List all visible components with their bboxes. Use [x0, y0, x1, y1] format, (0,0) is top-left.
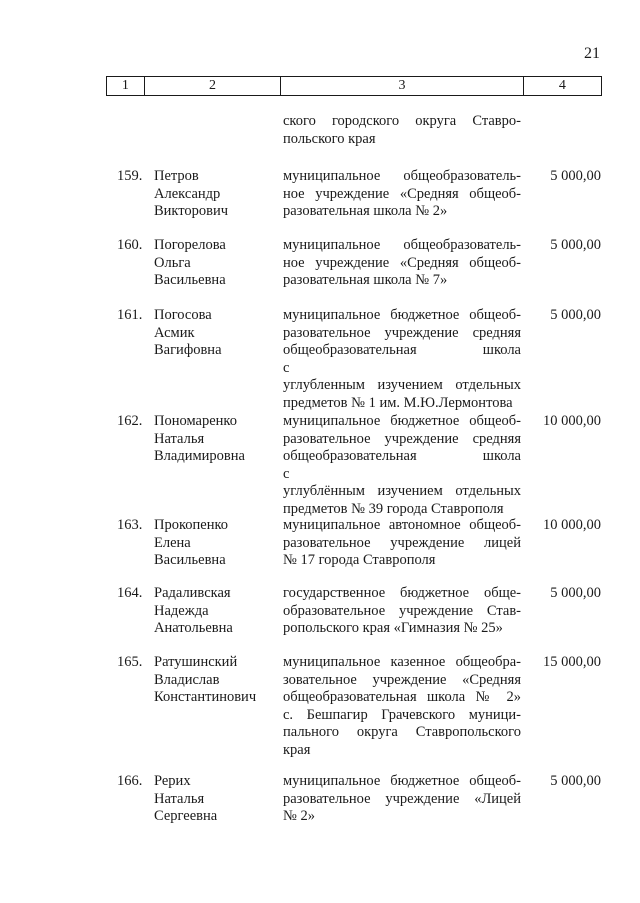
org-line: муниципальное казенное общеобра- — [283, 654, 521, 670]
header-col-1: 1 — [107, 77, 145, 96]
page-number: 21 — [584, 45, 600, 62]
organization — [283, 773, 521, 826]
organization — [283, 585, 521, 638]
entry-number: 160. — [117, 237, 143, 253]
org-line: муниципальное бюджетное общеоб- — [283, 773, 521, 789]
header-col-4: 4 — [523, 77, 601, 96]
first-name: Надежда — [154, 602, 209, 619]
org-line: углубленным изучением отдельных — [283, 377, 521, 393]
org-line: образовательное учреждение Став- — [283, 602, 521, 619]
patronymic: Константинович — [154, 689, 257, 705]
org-line: № 17 города Ставрополя — [283, 552, 436, 568]
patronymic: Сергеевна — [154, 808, 218, 824]
surname: Рерих — [154, 773, 191, 789]
patronymic: Васильевна — [154, 272, 226, 288]
org-line: пального округа Ставропольского — [283, 724, 521, 740]
header-row — [107, 77, 602, 96]
person-name — [154, 168, 279, 221]
amount: 5 000,00 — [550, 585, 601, 601]
continuation-text — [283, 113, 521, 148]
amount: 10 000,00 — [543, 413, 601, 429]
patronymic: Владимировна — [154, 448, 245, 464]
first-name: Асмик — [154, 324, 195, 341]
org-line: края — [283, 741, 311, 758]
entry-number: 165. — [117, 654, 143, 670]
amount: 5 000,00 — [550, 773, 601, 789]
surname: Ратушинский — [154, 654, 238, 670]
org-line: разовательное учреждение «Лицей — [283, 790, 521, 807]
entry-number: 166. — [117, 773, 143, 789]
person-name — [154, 413, 279, 466]
org-line: ное учреждение «Средняя общеоб- — [283, 185, 521, 202]
surname: Пономаренко — [154, 413, 237, 429]
org-line: предметов № 1 им. М.Ю.Лермонтова — [283, 394, 513, 411]
org-line: ропольского края «Гимназия № 25» — [283, 620, 503, 636]
continuation-line: польского края — [283, 130, 376, 147]
first-name: Александр — [154, 185, 221, 202]
surname: Погосова — [154, 307, 212, 323]
org-line: общеобразовательная школа с — [283, 342, 521, 376]
first-name: Владислав — [154, 671, 220, 688]
org-line: разовательное учреждение средняя — [283, 430, 521, 447]
org-line: зовательное учреждение «Средняя — [283, 671, 521, 688]
header-col-2: 2 — [144, 77, 281, 96]
person-name — [154, 585, 279, 638]
first-name: Ольга — [154, 254, 191, 271]
org-line: муниципальное автономное общеоб- — [283, 517, 521, 533]
amount: 10 000,00 — [543, 517, 601, 533]
amount: 5 000,00 — [550, 168, 601, 184]
patronymic: Вагифовна — [154, 342, 222, 358]
org-line: разовательная школа № 7» — [283, 272, 448, 288]
amount: 15 000,00 — [543, 654, 601, 670]
entry-number: 161. — [117, 307, 143, 323]
organization — [283, 517, 521, 570]
person-name — [154, 307, 279, 360]
surname: Прокопенко — [154, 517, 229, 533]
org-line: ное учреждение «Средняя общеоб- — [283, 254, 521, 271]
first-name: Елена — [154, 534, 191, 551]
person-name — [154, 773, 279, 826]
entry-number: 163. — [117, 517, 143, 533]
patronymic: Васильевна — [154, 552, 226, 568]
org-line: с. Бешпагир Грачевского муници- — [283, 706, 521, 723]
org-line: муниципальное общеобразователь- — [283, 237, 521, 253]
organization — [283, 237, 521, 290]
person-name — [154, 517, 279, 570]
column-header-table — [106, 76, 602, 96]
organization — [283, 413, 521, 518]
first-name: Наталья — [154, 790, 205, 807]
org-line: предметов № 39 города Ставрополя — [283, 500, 504, 517]
org-line: муниципальное бюджетное общеоб- — [283, 413, 521, 429]
amount: 5 000,00 — [550, 237, 601, 253]
surname: Петров — [154, 168, 199, 184]
org-line: разовательное учреждение лицей — [283, 534, 521, 551]
org-line: общеобразовательная школа № 2» — [283, 689, 521, 705]
org-line: общеобразовательная школа с — [283, 448, 521, 482]
org-line: государственное бюджетное обще- — [283, 585, 521, 601]
continuation-line: ского городского округа Ставро- — [283, 113, 521, 129]
surname: Радаливская — [154, 585, 231, 601]
org-line: разовательная школа № 2» — [283, 203, 448, 219]
entry-number: 164. — [117, 585, 143, 601]
first-name: Наталья — [154, 430, 205, 447]
org-line: муниципальное общеобразователь- — [283, 168, 521, 184]
entry-number: 159. — [117, 168, 143, 184]
org-line: № 2» — [283, 808, 315, 824]
surname: Погорелова — [154, 237, 226, 253]
org-line: разовательное учреждение средняя — [283, 324, 521, 341]
patronymic: Викторович — [154, 203, 229, 219]
organization — [283, 654, 521, 759]
person-name — [154, 654, 279, 707]
org-line: муниципальное бюджетное общеоб- — [283, 307, 521, 323]
person-name — [154, 237, 279, 290]
organization — [283, 168, 521, 221]
organization — [283, 307, 521, 412]
amount: 5 000,00 — [550, 307, 601, 323]
org-line: углублённым изучением отдельных — [283, 483, 521, 499]
entry-number: 162. — [117, 413, 143, 429]
patronymic: Анатольевна — [154, 620, 233, 636]
header-col-3: 3 — [281, 77, 523, 96]
